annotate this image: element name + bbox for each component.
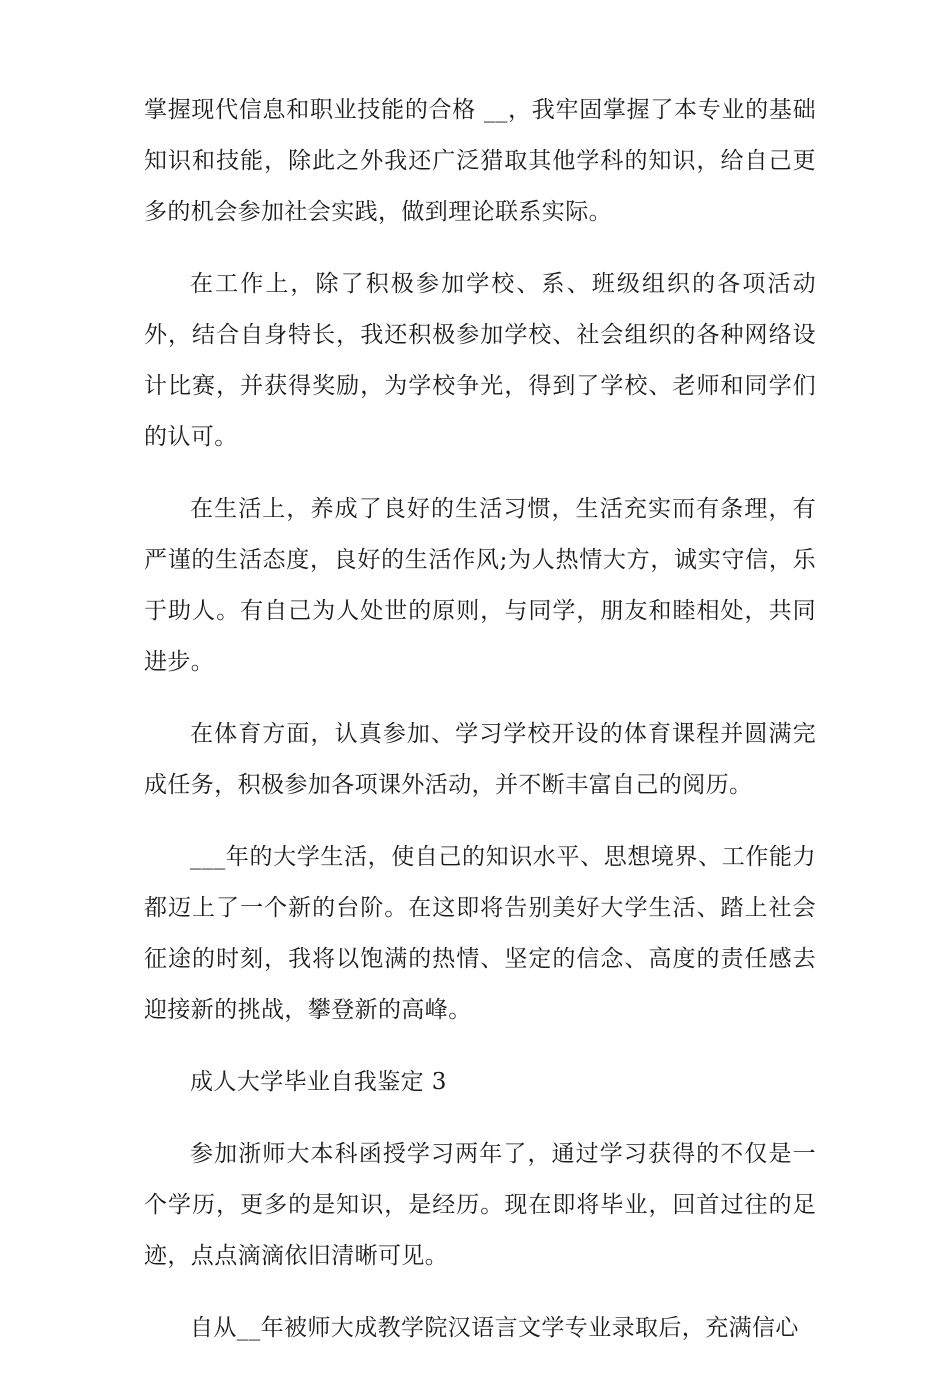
paragraph-correspondence-study: 参加浙师大本科函授学习两年了，通过学习获得的不仅是一个学历，更多的是知识，是经历。现在即将毕业，回首过往的足迹，点点滴滴依旧清晰可见。 (144, 1141, 816, 1269)
document-page (144, 85, 816, 1375)
paragraph-enrollment: 自从__年被师大成教学院汉语言文学专业录取后，充满信心 (190, 1315, 799, 1341)
paragraph-work: 在工作上，除了积极参加学校、系、班级组织的各项活动外，结合自身特长，我还积极参加学校、社会组织的各种网络设计比赛，并获得奖励，为学校争光，得到了学校、老师和同学们的认可。 (144, 271, 816, 450)
paragraph-life: 在生活上，养成了良好的生活习惯，生活充实而有条理，有严谨的生活态度，良好的生活作风;为人热情大方，诚实守信，乐于助人。有自己为人处世的原则，与同学，朋友和睦相处，共同进步。 (144, 496, 816, 675)
paragraph-sports: 在体育方面，认真参加、学习学校开设的体育课程并圆满完成任务，积极参加各项课外活动，并不断丰富自己的阅历。 (144, 721, 816, 798)
paragraph-university-summary: ___年的大学生活，使自己的知识水平、思想境界、工作能力都迈上了一个新的台阶。在这即将告别美好大学生活、踏上社会征途的时刻，我将以饱满的热情、坚定的信念、高度的责任感去迎接新的挑战，攀登新的高峰。 (144, 844, 816, 1023)
section-heading: 成人大学毕业自我鉴定 3 (190, 1069, 447, 1095)
paragraph-skills: 掌握现代信息和职业技能的合格 __，我牢固掌握了本专业的基础知识和技能，除此之外我还广泛猎取其他学科的知识，给自己更多的机会参加社会实践，做到理论联系实际。 (144, 97, 816, 225)
